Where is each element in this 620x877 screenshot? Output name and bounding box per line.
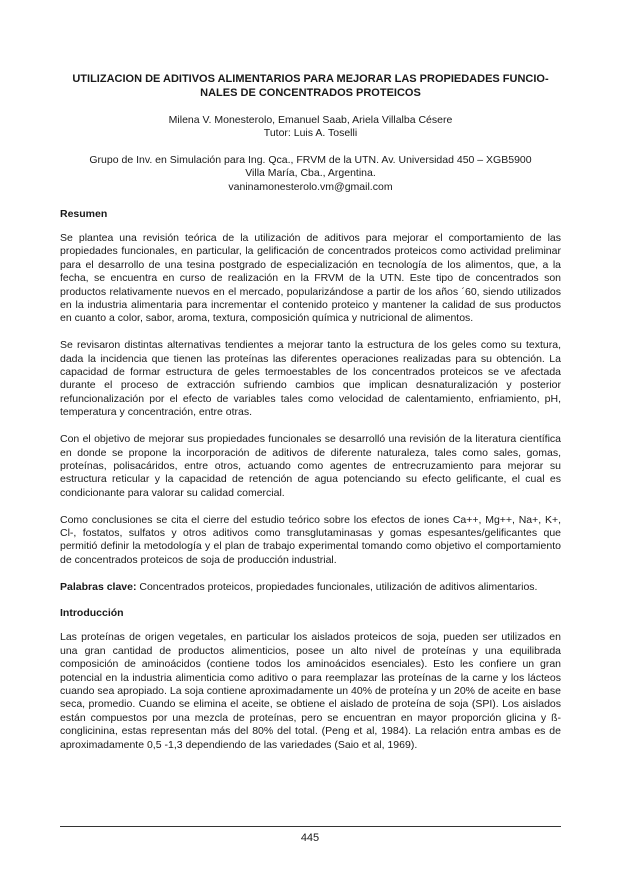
- resumen-paragraph-3: Con el objetivo de mejorar sus propiedades funcionales se desarrolló una revisión de la literatura científica en donde se propone la incorporación de aditivos de diferente naturaleza, tales como sales, gomas, proteínas, polisacáridos, entre otros, actuando como agentes de entrecruzamiento para mejorar su estructura reticular y la capacidad de retención de agua potenciando su efecto gelificante, el cual es condicionante para valorar su calidad comercial.: [60, 433, 561, 499]
- affiliation-block: [60, 154, 561, 194]
- authors: Milena V. Monesterolo, Emanuel Saab, Ariela Villalba Césere: [168, 114, 453, 126]
- keywords-text: Concentrados proteicos, propiedades funcionales, utilización de aditivos alimentarios.: [136, 580, 538, 593]
- tutor: Tutor: Luis A. Toselli: [263, 127, 358, 140]
- affiliation-line-1: Grupo de Inv. en Simulación para Ing. Qca., FRVM de la UTN. Av. Universidad 450 – XGB5900: [89, 153, 532, 166]
- introduccion-heading: Introducción: [60, 607, 124, 620]
- footer-divider: [60, 826, 561, 827]
- introduccion-paragraph-1: Las proteínas de origen vegetales, en particular los aislados proteicos de soja, pueden ser utilizados en una gran cantidad de productos alimenticios, posee un alto nivel de proteínas y una equilibrada composición de aminoácidos (contiene todos los aminoácidos esenciales). Esto les confiere un gran potencial en la industria alimenticia como aditivo o para reemplazar las proteínas de la carne y los lácteos cuando sea apropiado. La soja contiene aproximadamente un 40% de proteína y un 20% de aceite en base seca, promedio. Cuando se elimina el aceite, se obtiene el aislado de proteína de soja (SPI). Los aislados están compuestos por una mezcla de proteínas, pero se encuentran en mayor proporción glicina y ß-conglicinina, estas representan más del 80% del total. (Peng et al, 1984). La relación entra ambas es de aproximadamente 0,5 -1,3 dependiendo de las variedades (Saio et al, 1969).: [60, 631, 561, 751]
- keywords-label: Palabras clave:: [60, 580, 137, 593]
- resumen-paragraph-1: Se plantea una revisión teórica de la utilización de aditivos para mejorar el comportamiento de las propiedades funcionales, en particular, la gelificación de concentrados proteicos como actividad preliminar para el desarrollo de una tesina postgrado de especialización en tecnología de los alimentos, que, a la fecha, se encuentra en curso de realización en la FRVM de la UTN. Este tipo de concentrados son productos relativamente nuevos en el mercado, popularizándose a partir de los años ´60, siendo utilizados en la industria alimentaria para incrementar el contenido proteico y mantener la calidad de sus productos en cuanto a color, sabor, aroma, textura, composición química y nutricional de alimentos.: [60, 232, 561, 325]
- contact-email: vaninamonesterolo.vm@gmail.com: [228, 180, 393, 193]
- affiliation-line-2: Villa María, Cba., Argentina.: [245, 167, 376, 180]
- resumen-heading: Resumen: [60, 208, 108, 221]
- resumen-paragraph-2: Se revisaron distintas alternativas tendientes a mejorar tanto la estructura de los geles como su textura, dada la incidencia que tienen las proteínas las diferentes operaciones realizadas para su obtención. La capacidad de formar estructura de geles termoestables de los concentrados proteicos se ve afectada durante el proceso de extracción sufriendo cambios que implican desnaturalización y posterior refuncionalización por el efecto de variables tales como velocidad de calentamiento, enfriamiento, pH, temperatura y concentración, entre otras.: [60, 339, 561, 419]
- paper-title: UTILIZACION DE ADITIVOS ALIMENTARIOS PARA MEJORAR LAS PROPIEDADES FUNCIO-NALES DE CONCENTRADOS PROTEICOS: [72, 73, 549, 99]
- keywords: [60, 581, 561, 594]
- page-number: 445: [300, 832, 320, 844]
- author-block: [60, 114, 561, 141]
- resumen-paragraph-4: Como conclusiones se cita el cierre del estudio teórico sobre los efectos de iones Ca++, Mg++, Na+, K+, Cl-, fostatos, sulfatos y otros aditivos como transglutaminasas y gomas espesantes/gelificantes que permitió definir la metodología y el plan de trabajo experimental tomando como objetivo el comportamiento de concentrados proteicos de soja de producción industrial.: [60, 513, 561, 566]
- page-content: [60, 72, 561, 765]
